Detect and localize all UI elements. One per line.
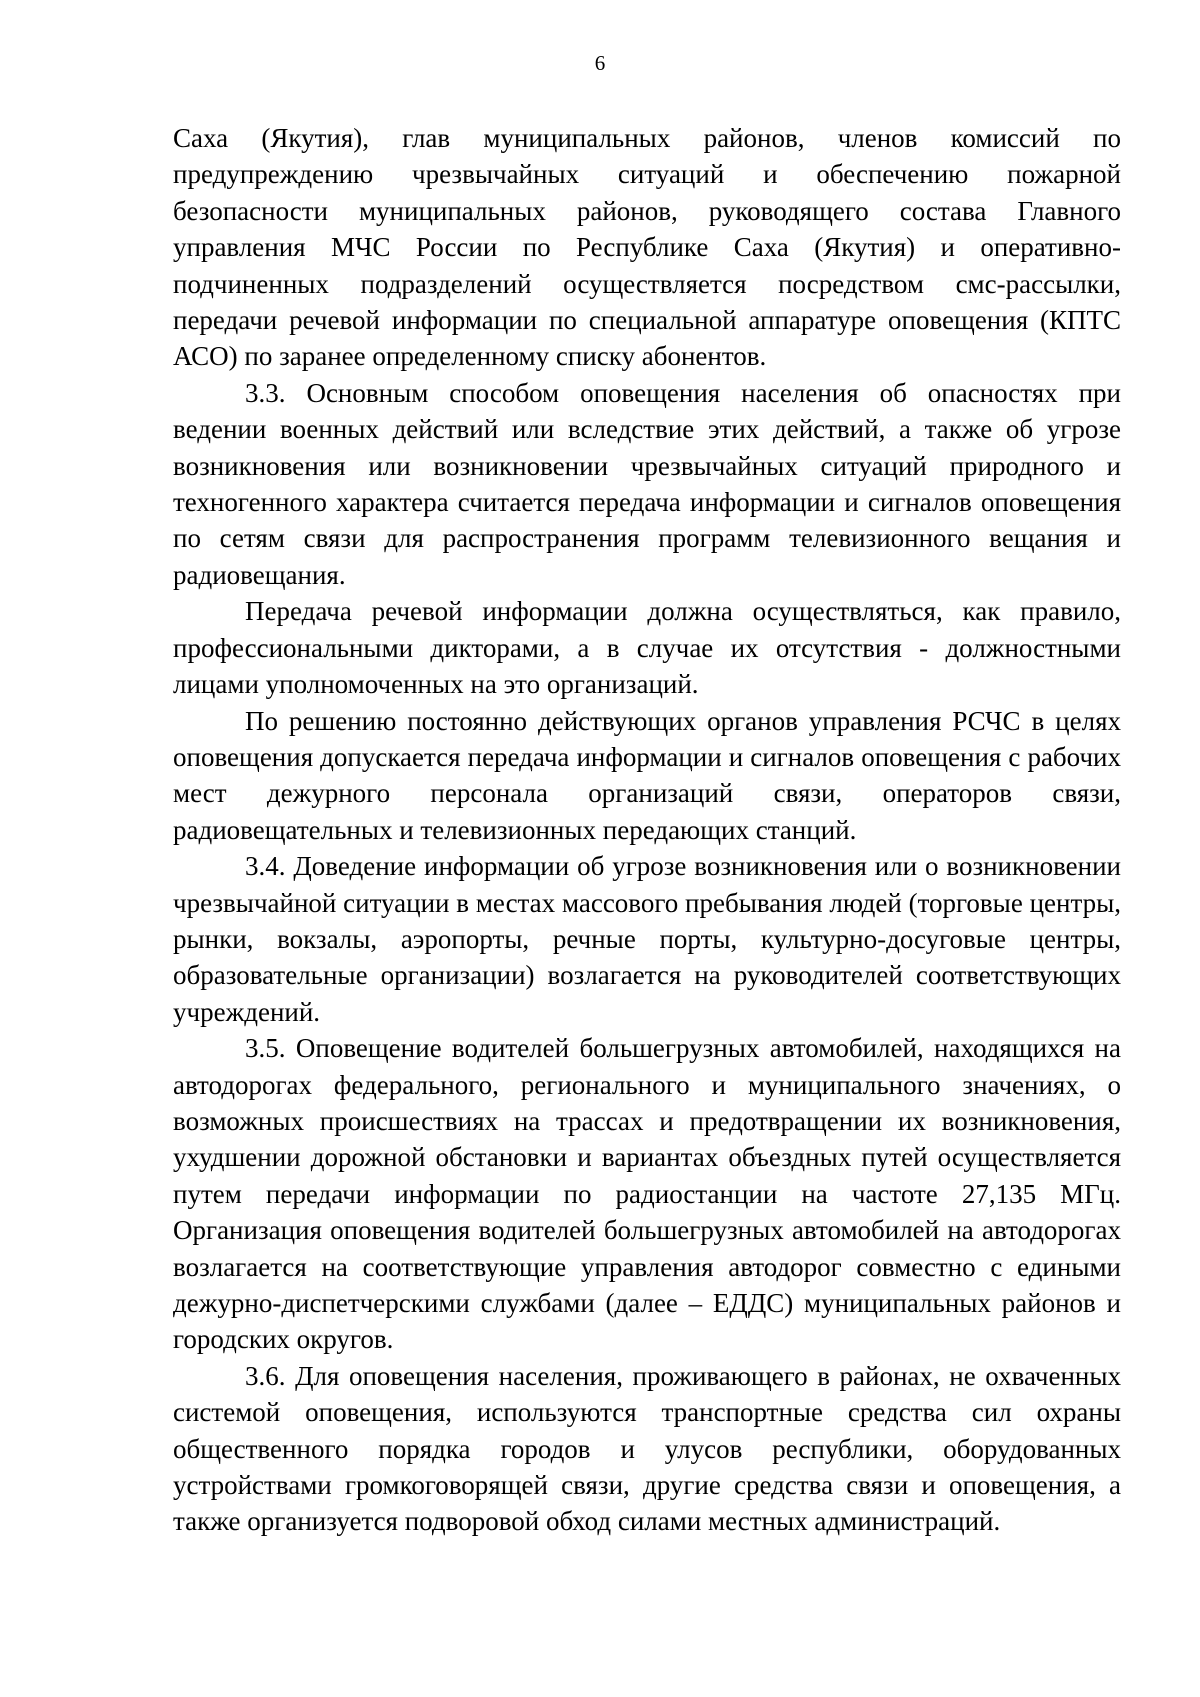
paragraph-rschs-decision: По решению постоянно действующих органов управления РСЧС в целях оповещения допускается передача информации и сигналов оповещения с рабочих мест дежурного персонала организаций связи, операторов связи, радиовещательных и телевизионных передающих станций. xyxy=(173,705,1121,845)
page-number: 6 xyxy=(594,51,606,75)
paragraph-3-3: 3.3. Основным способом оповещения населения об опасностях при ведении военных действий или вследствие этих действий, а также об угрозе возникновения или возникновении чрезвычайных ситуаций природного и техногенного характера считается передача информации и сигналов оповещения по сетям связи для распространения программ телевизионного вещания и радиовещания. xyxy=(173,377,1121,590)
paragraph-3-5: 3.5. Оповещение водителей большегрузных автомобилей, находящихся на автодорогах федерального, регионального и муниципального значениях, о возможных происшествиях на трассах и предотвращении их возникновения, ухудшении дорожной обстановки и вариантах объездных путей осуществляется путем передачи информации по радиостанции на частоте 27,135 МГц. Организация оповещения водителей большегрузных автомобилей на автодорогах возлагается на соответствующие управления автодорог совместно с едиными дежурно-диспетчерскими службами (далее – ЕДДС) муниципальных районов и городских округов. xyxy=(173,1033,1121,1355)
paragraph-continuation: Саха (Якутия), глав муниципальных районов, членов комиссий по предупреждению чрезвычайных ситуаций и обеспечению пожарной безопасности муниципальных районов, руководящего состава Главного управления МЧС России по Республике Саха (Якутия) и оперативно-подчиненных подразделений осуществляется посредством смс-рассылки, передачи речевой информации по специальной аппаратуре оповещения (КПТС АСО) по заранее определенному списку абонентов. xyxy=(173,123,1121,372)
paragraph-3-6: 3.6. Для оповещения населения, проживающего в районах, не охваченных системой оповещения, используются транспортные средства сил охраны общественного порядка городов и улусов республики, оборудованных устройствами громкоговорящей связи, другие средства связи и оповещения, а также организуется подворовой обход силами местных администраций. xyxy=(173,1360,1121,1537)
document-body xyxy=(173,120,1121,1540)
paragraph-3-4: 3.4. Доведение информации об угрозе возникновения или о возникновении чрезвычайной ситуации в местах массового пребывания людей (торговые центры, рынки, вокзалы, аэропорты, речные порты, культурно-досуговые центры, образовательные организации) возлагается на руководителей соответствующих учреждений. xyxy=(173,851,1121,1027)
paragraph-speech-transmission: Передача речевой информации должна осуществляться, как правило, профессиональными дикторами, а в случае их отсутствия - должностными лицами уполномоченных на это организаций. xyxy=(173,596,1121,700)
